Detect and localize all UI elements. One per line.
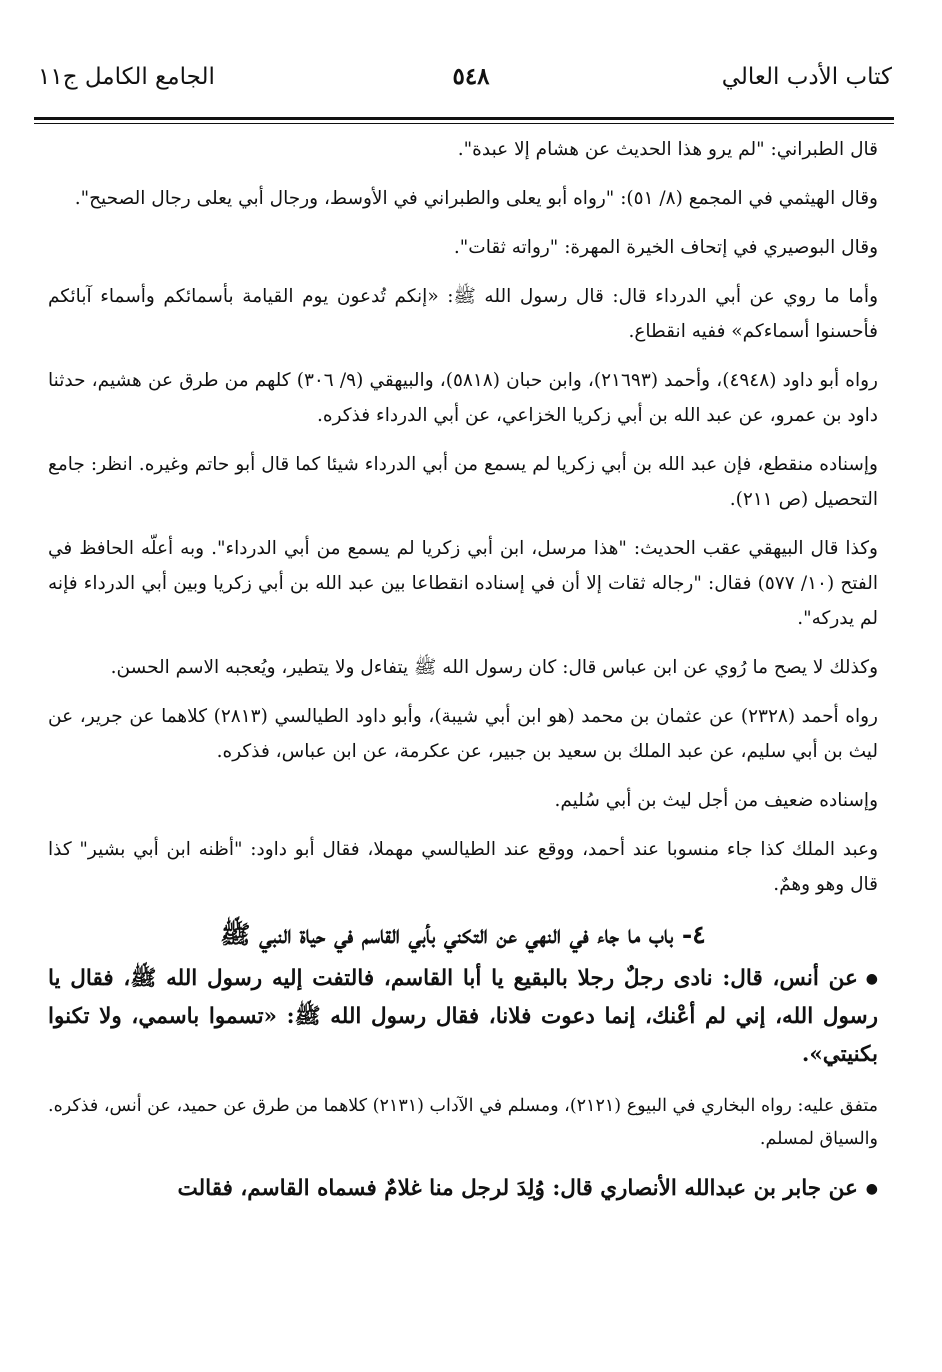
paragraph: قال الطبراني: "لم يرو هذا الحديث عن هشام إلا عبدة". (457, 139, 878, 160)
book-title: كتاب الأدب العالي (721, 64, 892, 90)
paragraph: وكذا قال البيهقي عقب الحديث: "هذا مرسل، ابن أبي زكريا لم يسمع من أبي الدرداء". وبه أعلّه الحافظ في الفتح (١٠/ ٥٧٧) فقال: "رجاله ثقات إلا أن في إسناده انقطاعا بين عبد الله بن أبي زكريا وبين أبي الدرداء فإنه لم يدركه". (48, 538, 878, 629)
section-heading: ٤- باب ما جاء في النهي عن التكني بأبي القاسم في حياة النبي ﷺ (220, 920, 706, 949)
paragraph: وإسناده منقطع، فإن عبد الله بن أبي زكريا لم يسمع من أبي الدرداء شيئا كما قال أبو حاتم وغيره. انظر: جامع التحصيل (ص ٢١١). (48, 454, 878, 510)
hadith-text (48, 1170, 878, 1208)
page-body (48, 124, 878, 1208)
hadith-text (48, 960, 878, 1074)
bullet-icon: ● (865, 1181, 878, 1197)
paragraph: وقال الهيثمي في المجمع (٨/ ٥١): "رواه أبو يعلى والطبراني في الأوسط، ورجال أبي يعلى رجال الصحيح". (74, 188, 878, 209)
hadith-body: عن جابر بن عبدالله الأنصاري قال: وُلِدَ لرجل منا غلامٌ فسماه القاسم، فقالت (177, 1176, 858, 1201)
header-rule-thick (34, 117, 894, 120)
paragraph: وقال البوصيري في إتحاف الخيرة المهرة: "رواته ثقات". (453, 237, 878, 258)
paragraph: وكذلك لا يصح ما رُوي عن ابن عباس قال: كان رسول الله ﷺ يتفاءل ولا يتطير، ويُعجبه الاسم الحسن. (110, 657, 878, 678)
bullet-icon: ● (865, 971, 878, 987)
paragraph: وأما ما روي عن أبي الدرداء قال: قال رسول الله ﷺ: «إنكم تُدعون يوم القيامة بأسمائكم وأسماء آبائكم فأحسنوا أسماءكم» ففيه انقطاع. (48, 286, 878, 342)
volume-title: الجامع الكامل ج١١ (38, 64, 215, 90)
paragraph: وإسناده ضعيف من أجل ليث بن أبي سُليم. (554, 790, 878, 811)
paragraph: رواه أبو داود (٤٩٤٨)، وأحمد (٢١٦٩٣)، وابن حبان (٥٨١٨)، والبيهقي (٩/ ٣٠٦) كلهم من طرق عن هشيم، حدثنا داود بن عمرو، عن عبد الله بن أبي زكريا الخزاعي، عن أبي الدرداء فذكره. (48, 370, 878, 426)
takhrij-note: متفق عليه: رواه البخاري في البيوع (٢١٢١)، ومسلم في الآداب (٢١٣١) كلاهما من طرق عن حميد، عن أنس، فذكره. والسياق لمسلم. (48, 1096, 878, 1149)
paragraph: رواه أحمد (٢٣٢٨) عن عثمان بن محمد (هو ابن أبي شيبة)، وأبو داود الطيالسي (٢٨١٣) كلاهما عن جرير، عن ليث بن أبي سليم، عن عبد الملك بن سعيد بن جبير، عن عكرمة، عن ابن عباس، فذكره. (48, 706, 878, 762)
page-number: ٥٤٨ (452, 63, 490, 90)
hadith-body: عن أنس، قال: نادى رجلٌ رجلا بالبقيع يا أبا القاسم، فالتفت إليه رسول الله ﷺ، فقال يا رسول الله، إني لم أعْنك، إنما دعوت فلانا، فقال رسول الله ﷺ: «تسموا باسمي، ولا تكنوا بكنيتي». (48, 966, 878, 1067)
paragraph: وعبد الملك كذا جاء منسوبا عند أحمد، ووقع عند الطيالسي مهملا، فقال أبو داود: "أظنه ابن أبي بشير" كذا قال وهو وهمٌ. (48, 839, 878, 895)
